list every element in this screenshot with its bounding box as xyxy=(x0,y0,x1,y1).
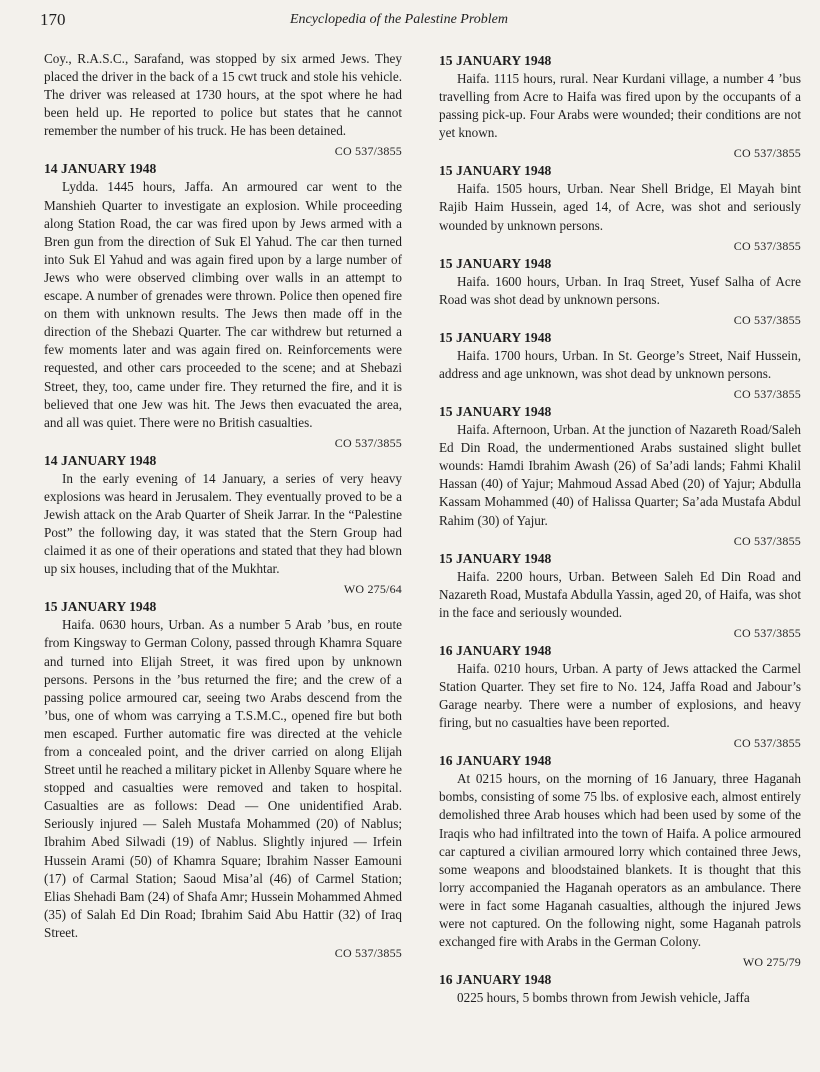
entry xyxy=(44,160,402,451)
entry-reference: CO 537/3855 xyxy=(334,946,402,961)
entry-date: 15 JANUARY 1948 xyxy=(439,550,552,566)
entry-body: Haifa. 1505 hours, Urban. Near Shell Bridge, El Mayah bint Rajib Haim Hussein, aged 14, of Acre, was shot and seriously wounded by unknown persons. xyxy=(439,181,801,233)
entry xyxy=(44,598,402,962)
entry-date: 15 JANUARY 1948 xyxy=(439,404,552,420)
entry-body: Coy., R.A.S.C., Sarafand, was stopped by six armed Jews. They placed the driver in the back of a 15 cwt truck and stole his vehicle. The driver was released at 1730 hours, at the spot where he had been held up. He reported to police but states that he cannot remember the number of his truck. He has been detained. xyxy=(44,51,402,139)
entry xyxy=(439,162,801,254)
entry-date: 14 JANUARY 1948 xyxy=(44,161,157,177)
entry-reference: WO 275/64 xyxy=(343,582,402,597)
entry-body: At 0215 hours, on the morning of 16 January, three Haganah bombs, consisting of some 75 lbs. of explosive each, almost entirely demolished three Arab houses which had been used by some of the Iraqis who had infiltrated into the town of Haifa. A police armoured car captured a civilian armoured lorry which contained three Jews, some weapons and bloodstained blankets. It is thought that this lorry accompanied the Haganah operators as an ambulance. There were in fact some Haganah casualties, although the injured Jews were not captured. On the following night, some Haganah patrols exchanged fire with Arabs in the German Colony. xyxy=(439,771,801,950)
page-number: 170 xyxy=(40,10,66,29)
entry-date: 14 JANUARY 1948 xyxy=(44,452,157,468)
entry-reference: CO 537/3855 xyxy=(733,625,801,640)
entry-body: Haifa. 2200 hours, Urban. Between Saleh Ed Din Road and Nazareth Road, Mustafa Abdulla Yassin, aged 20, of Haifa, was shot in the face and seriously wounded. xyxy=(439,568,801,620)
entry-reference: CO 537/3855 xyxy=(733,736,801,751)
entry xyxy=(439,550,801,642)
entry xyxy=(439,642,801,752)
running-title: Encyclopedia of the Palestine Problem xyxy=(290,12,508,27)
left-column xyxy=(44,50,402,962)
entry-reference: CO 537/3855 xyxy=(733,533,801,548)
entry-body: Haifa. 0210 hours, Urban. A party of Jews attacked the Carmel Station Quarter. They set fire to No. 124, Jaffa Road and Jabour’s Garage nearby. There were a number of explosions, and heavy firing, but no casualties have been reported. xyxy=(439,660,801,731)
entry-reference: CO 537/3855 xyxy=(733,238,801,253)
entry-date: 16 JANUARY 1948 xyxy=(439,642,552,658)
entry xyxy=(44,452,402,599)
entry xyxy=(439,752,801,971)
entry-date: 15 JANUARY 1948 xyxy=(439,329,552,345)
entry-date: 15 JANUARY 1948 xyxy=(439,163,552,179)
entry-reference: CO 537/3855 xyxy=(334,144,402,159)
entry-date: 15 JANUARY 1948 xyxy=(439,255,552,271)
entry xyxy=(44,50,402,160)
entry-body: In the early evening of 14 January, a series of very heavy explosions was heard in Jerusalem. They eventually proved to be a Jewish attack on the Arab Quarter of Sheik Jarrar. In the “Palestine Post” the following day, it was stated that the Stern Group had claimed it as one of their operations and stated that they had blown up six houses, including that of the Mukhtar. xyxy=(44,470,402,577)
entry xyxy=(439,52,801,162)
entry-reference: CO 537/3855 xyxy=(733,312,801,327)
entry-body: Haifa. 1115 hours, rural. Near Kurdani village, a number 4 ’bus travelling from Acre to Haifa was fired upon by the occupants of a passing pick-up. Four Arabs were wounded; their conditions are not yet known. xyxy=(439,71,801,141)
entry-date: 15 JANUARY 1948 xyxy=(439,53,552,68)
entry-reference: CO 537/3855 xyxy=(334,435,402,450)
entry xyxy=(439,329,801,403)
entry xyxy=(439,971,801,1007)
entry-date: 16 JANUARY 1948 xyxy=(439,972,552,988)
entry-date: 15 JANUARY 1948 xyxy=(44,599,157,615)
page-header xyxy=(40,10,780,34)
entry-reference: CO 537/3855 xyxy=(733,387,801,402)
entry-body: Haifa. 0630 hours, Urban. As a number 5 Arab ’bus, en route from Kingsway to German Colony, passed through Khamra Square and turned into Elijah Street, it was fired upon by unknown persons. Persons in the ’bus returned the fire; and the crew of a passing police armoured car, seeing two Arabs descend from the ’bus, one of whom was carrying a T.S.M.C., opened fire but both men escaped. Further automatic fire was directed at the vehicle from a concealed point, and the driver carried on along Elijah Street until he reached a military picket in Allenby Square where he stopped and casualties were removed and taken to hospital. Casualties are as follows: Dead — One unidentified Arab. Seriously injured — Saleh Mustafa Mohammed (20) of Nablus; Ibrahim Abed Silwadi (19) of Nablus. Slightly injured — Irfein Hussein Arami (50) of Khamra Square; Ibrahim Nasser Eamouni (17) of Carmal Station; Saoud Misa’al (46) of Carmel Station; Elias Shehadi Bam (24) of Shafa Amr; Hussein Mohammed Ahmed (35) of Salah Ed Din Road; Ibrahim Said Abu Hattir (32) of Iraq Street. xyxy=(44,617,402,940)
entry-date: 16 JANUARY 1948 xyxy=(439,753,552,769)
entry-reference: CO 537/3855 xyxy=(733,146,801,161)
entry-body: Haifa. 1700 hours, Urban. In St. George’s Street, Naif Hussein, address and age unknown, was shot dead by unknown persons. xyxy=(439,347,801,381)
entry xyxy=(439,255,801,329)
entry-body: 0225 hours, 5 bombs thrown from Jewish vehicle, Jaffa xyxy=(457,990,750,1006)
entry xyxy=(439,403,801,550)
right-column xyxy=(439,52,801,1007)
entry-reference: WO 275/79 xyxy=(742,955,801,970)
entry-body: Lydda. 1445 hours, Jaffa. An armoured car went to the Manshieh Quarter to investigate an explosion. While proceeding along Station Road, the car was fired upon by Jews armed with a Bren gun from the direction of Suk El Yahud. The car then turned into Suk El Yahud and was again fired upon by a large number of Jews who were observed climbing over walls in an attempt to escape. A number of grenades were thrown. Police then opened fire on them with unknown results. The Jews then made off in the direction of the Shebazi Quarter. The car withdrew but returned a few moments later and was again fired on. Reinforcements were requested, and other cars proceeded to the scene; and at Shebazi Street, they, too, came under fire. They returned the fire, and it is believed that one Jew was hit. The Jews then evacuated the area, and all was quiet. There were no British casualties. xyxy=(44,179,402,430)
entry-body: Haifa. 1600 hours, Urban. In Iraq Street, Yusef Salha of Acre Road was shot dead by unknown persons. xyxy=(439,273,801,307)
entry-body: Haifa. Afternoon, Urban. At the junction of Nazareth Road/Saleh Ed Din Road, the undermentioned Arabs sustained slight bullet wounds: Hamdi Ibrahim Awash (26) of Sa’adi lands; Fahmi Khalil Hassan (40) of Yajur; Mahmoud Assad Abed (20) of Yajur; Abdulla Kassam Mohammed (40) of Halissa Quarter; Sa’ada Mustafa Abdul Rahim (30) of Yajur. xyxy=(439,422,801,528)
